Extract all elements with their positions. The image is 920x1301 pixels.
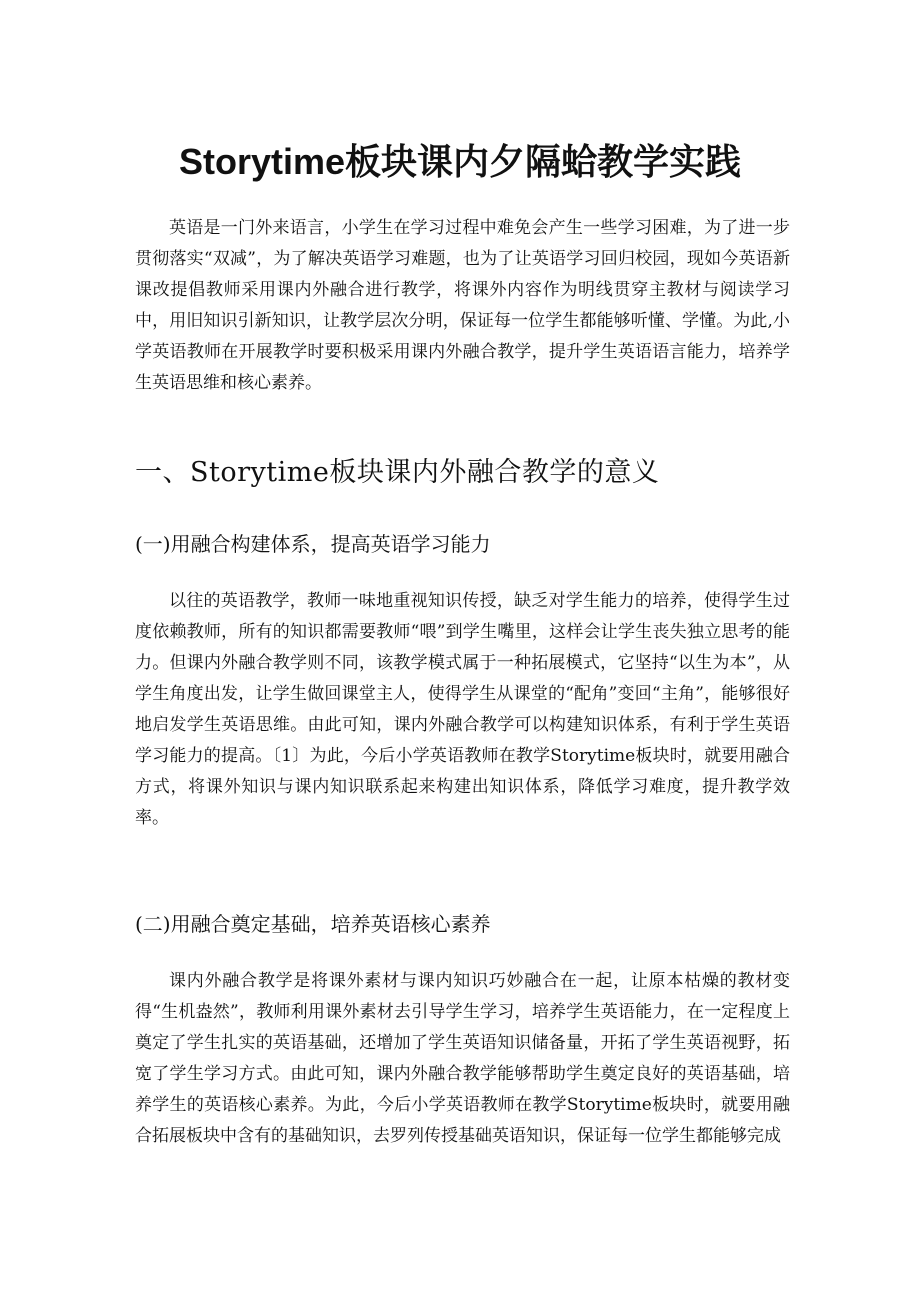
subsection-heading-1: (一)用融合构建体系，提高英语学习能力 [135,532,491,556]
document-title: Storytime板块课内夕隔蛤教学实践 [178,141,742,182]
intro-paragraph: 英语是一门外来语言，小学生在学习过程中难免会产生一些学习困难，为了进一步贯彻落实“双减”，为了解决英语学习难题，也为了让英语学习回归校园，现如今英语新课改提倡教师采用课内外融合进行教学，将课外内容作为明线贯穿主教材与阅读学习中，用旧知识引新知识，让教学层次分明，保证每一位学生都能够听懂、学懂。为此,小学英语教师在开展教学时要积极采用课内外融合教学，提升学生英语语言能力，培养学生英语思维和核心素养。 [135,218,790,393]
subsection-1-paragraph: 以往的英语教学，教师一味地重视知识传授，缺乏对学生能力的培养，使得学生过度依赖教师，所有的知识都需要教师“喂”到学生嘴里，这样会让学生丧失独立思考的能力。但课内外融合教学则不同，该教学模式属于一种拓展模式，它坚持“以生为本”，从学生角度出发，让学生做回课堂主人，使得学生从课堂的“配角”变回“主角”，能够很好地启发学生英语思维。由此可知，课内外融合教学可以构建知识体系，有利于学生英语学习能力的提高。〔1〕为此，今后小学英语教师在教学Storytime板块时，就要用融合方式，将课外知识与课内知识联系起来构建出知识体系，降低学习难度，提升教学效率。 [135,591,790,828]
section-heading: 一、Storytime板块课内外融合教学的意义 [135,457,660,488]
subsection-2-paragraph: 课内外融合教学是将课外素材与课内知识巧妙融合在一起，让原本枯燥的教材变得“生机盎然”，教师利用课外素材去引导学生学习，培养学生英语能力，在一定程度上奠定了学生扎实的英语基础，还增加了学生英语知识储备量，开拓了学生英语视野，拓宽了学生学习方式。由此可知，课内外融合教学能够帮助学生奠定良好的英语基础，培养学生的英语核心素养。为此，今后小学英语教师在教学Storytime板块时，就要用融合拓展板块中含有的基础知识，去罗列传授基础英语知识，保证每一位学生都能够完成 [135,971,790,1146]
subsection-heading-2: (二)用融合奠定基础，培养英语核心素养 [135,912,491,936]
